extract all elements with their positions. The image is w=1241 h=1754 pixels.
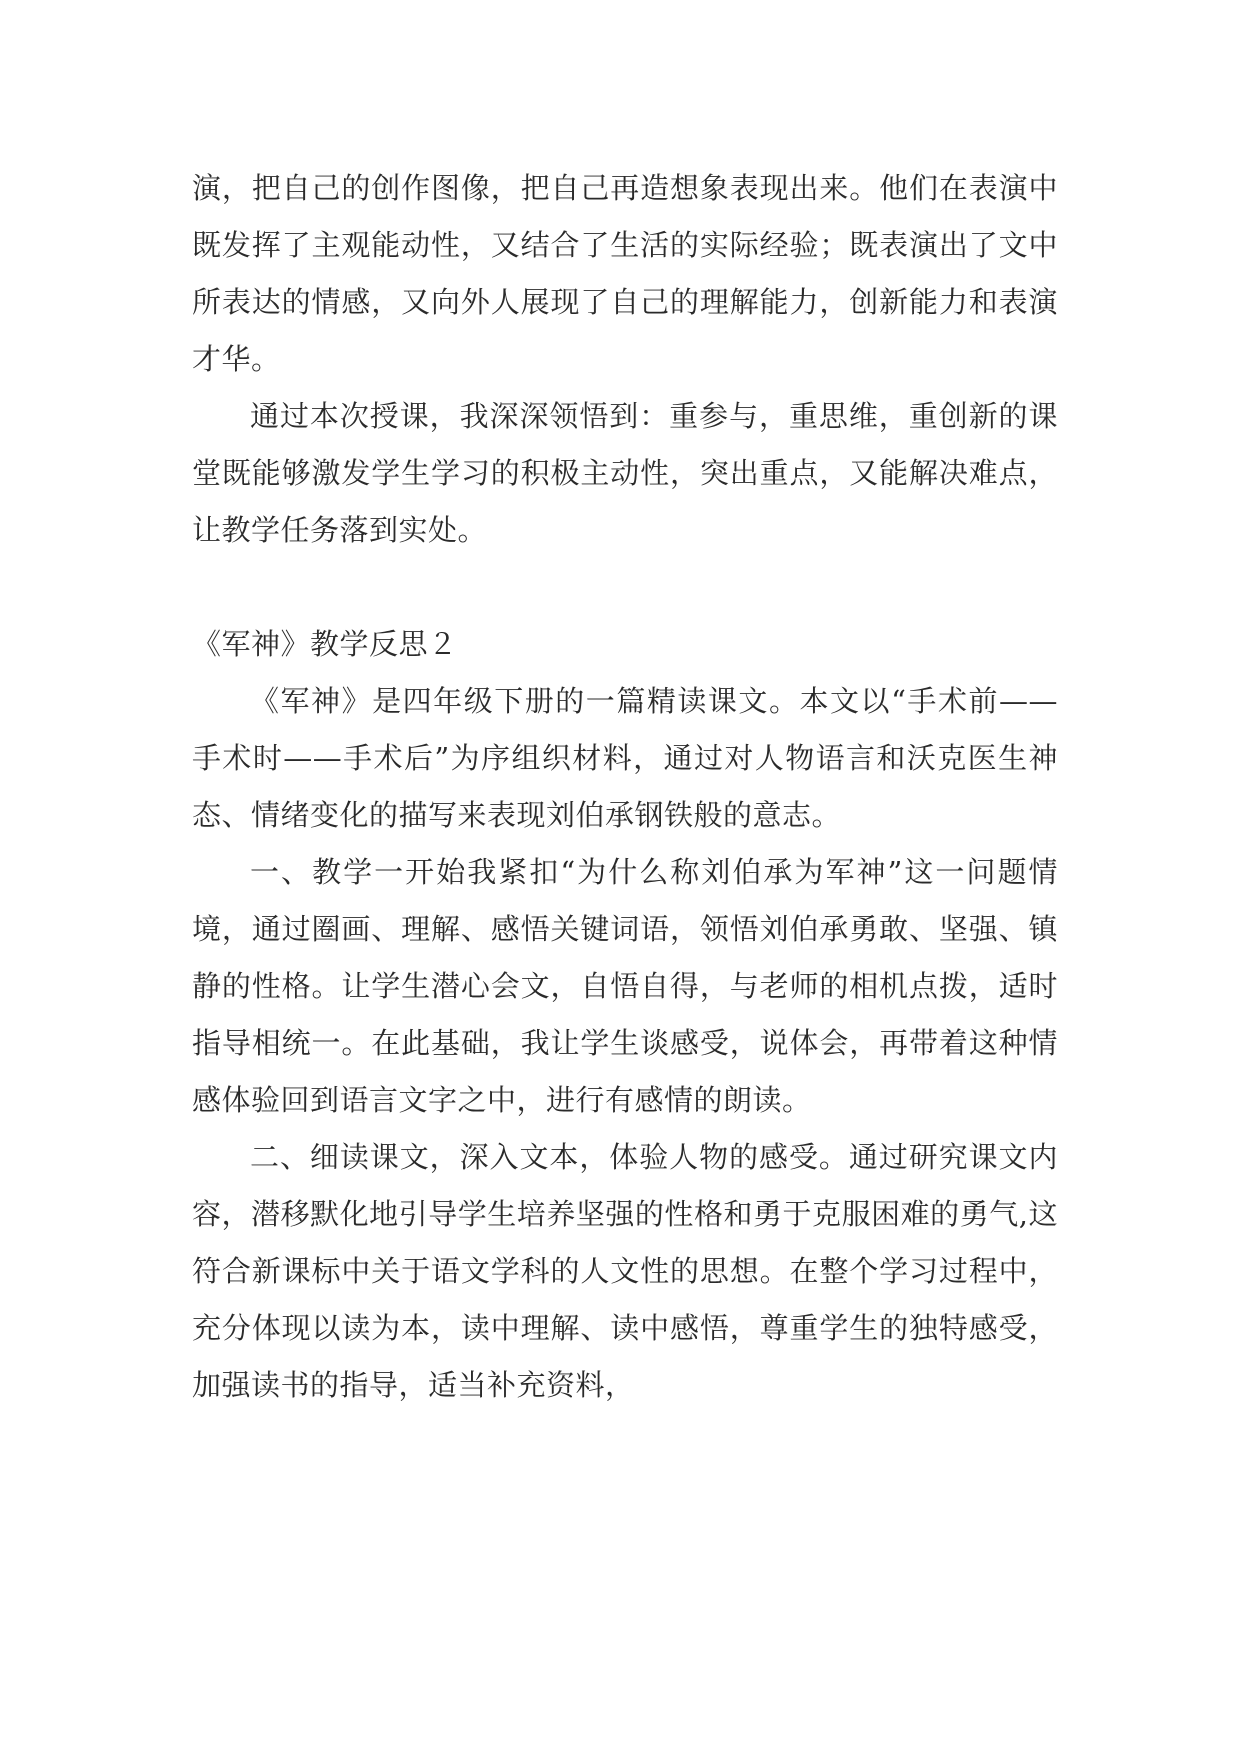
paragraph-point-one: 一、教学一开始我紧扣“为什么称刘伯承为军神”这一问题情境，通过圈画、理解、感悟关键词语，领悟刘伯承勇敢、坚强、镇静的性格。让学生潜心会文，自悟自得，与老师的相机点拨，适时指导相统一。在此基础，我让学生谈感受，说体会，再带着这种情感体验回到语言文字之中，进行有感情的朗读。 [192, 855, 1058, 1117]
paragraph-continuation: 演，把自己的创作图像，把自己再造想象表现出来。他们在表演中既发挥了主观能动性，又结合了生活的实际经验；既表演出了文中所表达的情感，又向外人展现了自己的理解能力，创新能力和表演才华。 [192, 171, 1058, 376]
paragraph-summary: 通过本次授课，我深深领悟到：重参与，重思维，重创新的课堂既能够激发学生学习的积极主动性，突出重点，又能解决难点，让教学任务落到实处。 [192, 399, 1058, 547]
section-spacer [192, 559, 1058, 616]
section-heading: 《军神》教学反思２ [192, 627, 458, 661]
paragraph-intro: 《军神》是四年级下册的一篇精读课文。本文以“手术前——手术时——手术后”为序组织材料，通过对人物语言和沃克医生神态、情绪变化的描写来表现刘伯承钢铁般的意志。 [192, 684, 1058, 832]
paragraph-point-two: 二、细读课文，深入文本，体验人物的感受。通过研究课文内容，潜移默化地引导学生培养坚强的性格和勇于克服困难的勇气,这符合新课标中关于语文学科的人文性的思想。在整个学习过程中，充分体现以读为本，读中理解、读中感悟，尊重学生的独特感受，加强读书的指导，适当补充资料， [192, 1140, 1058, 1402]
document-body [192, 160, 1058, 1414]
